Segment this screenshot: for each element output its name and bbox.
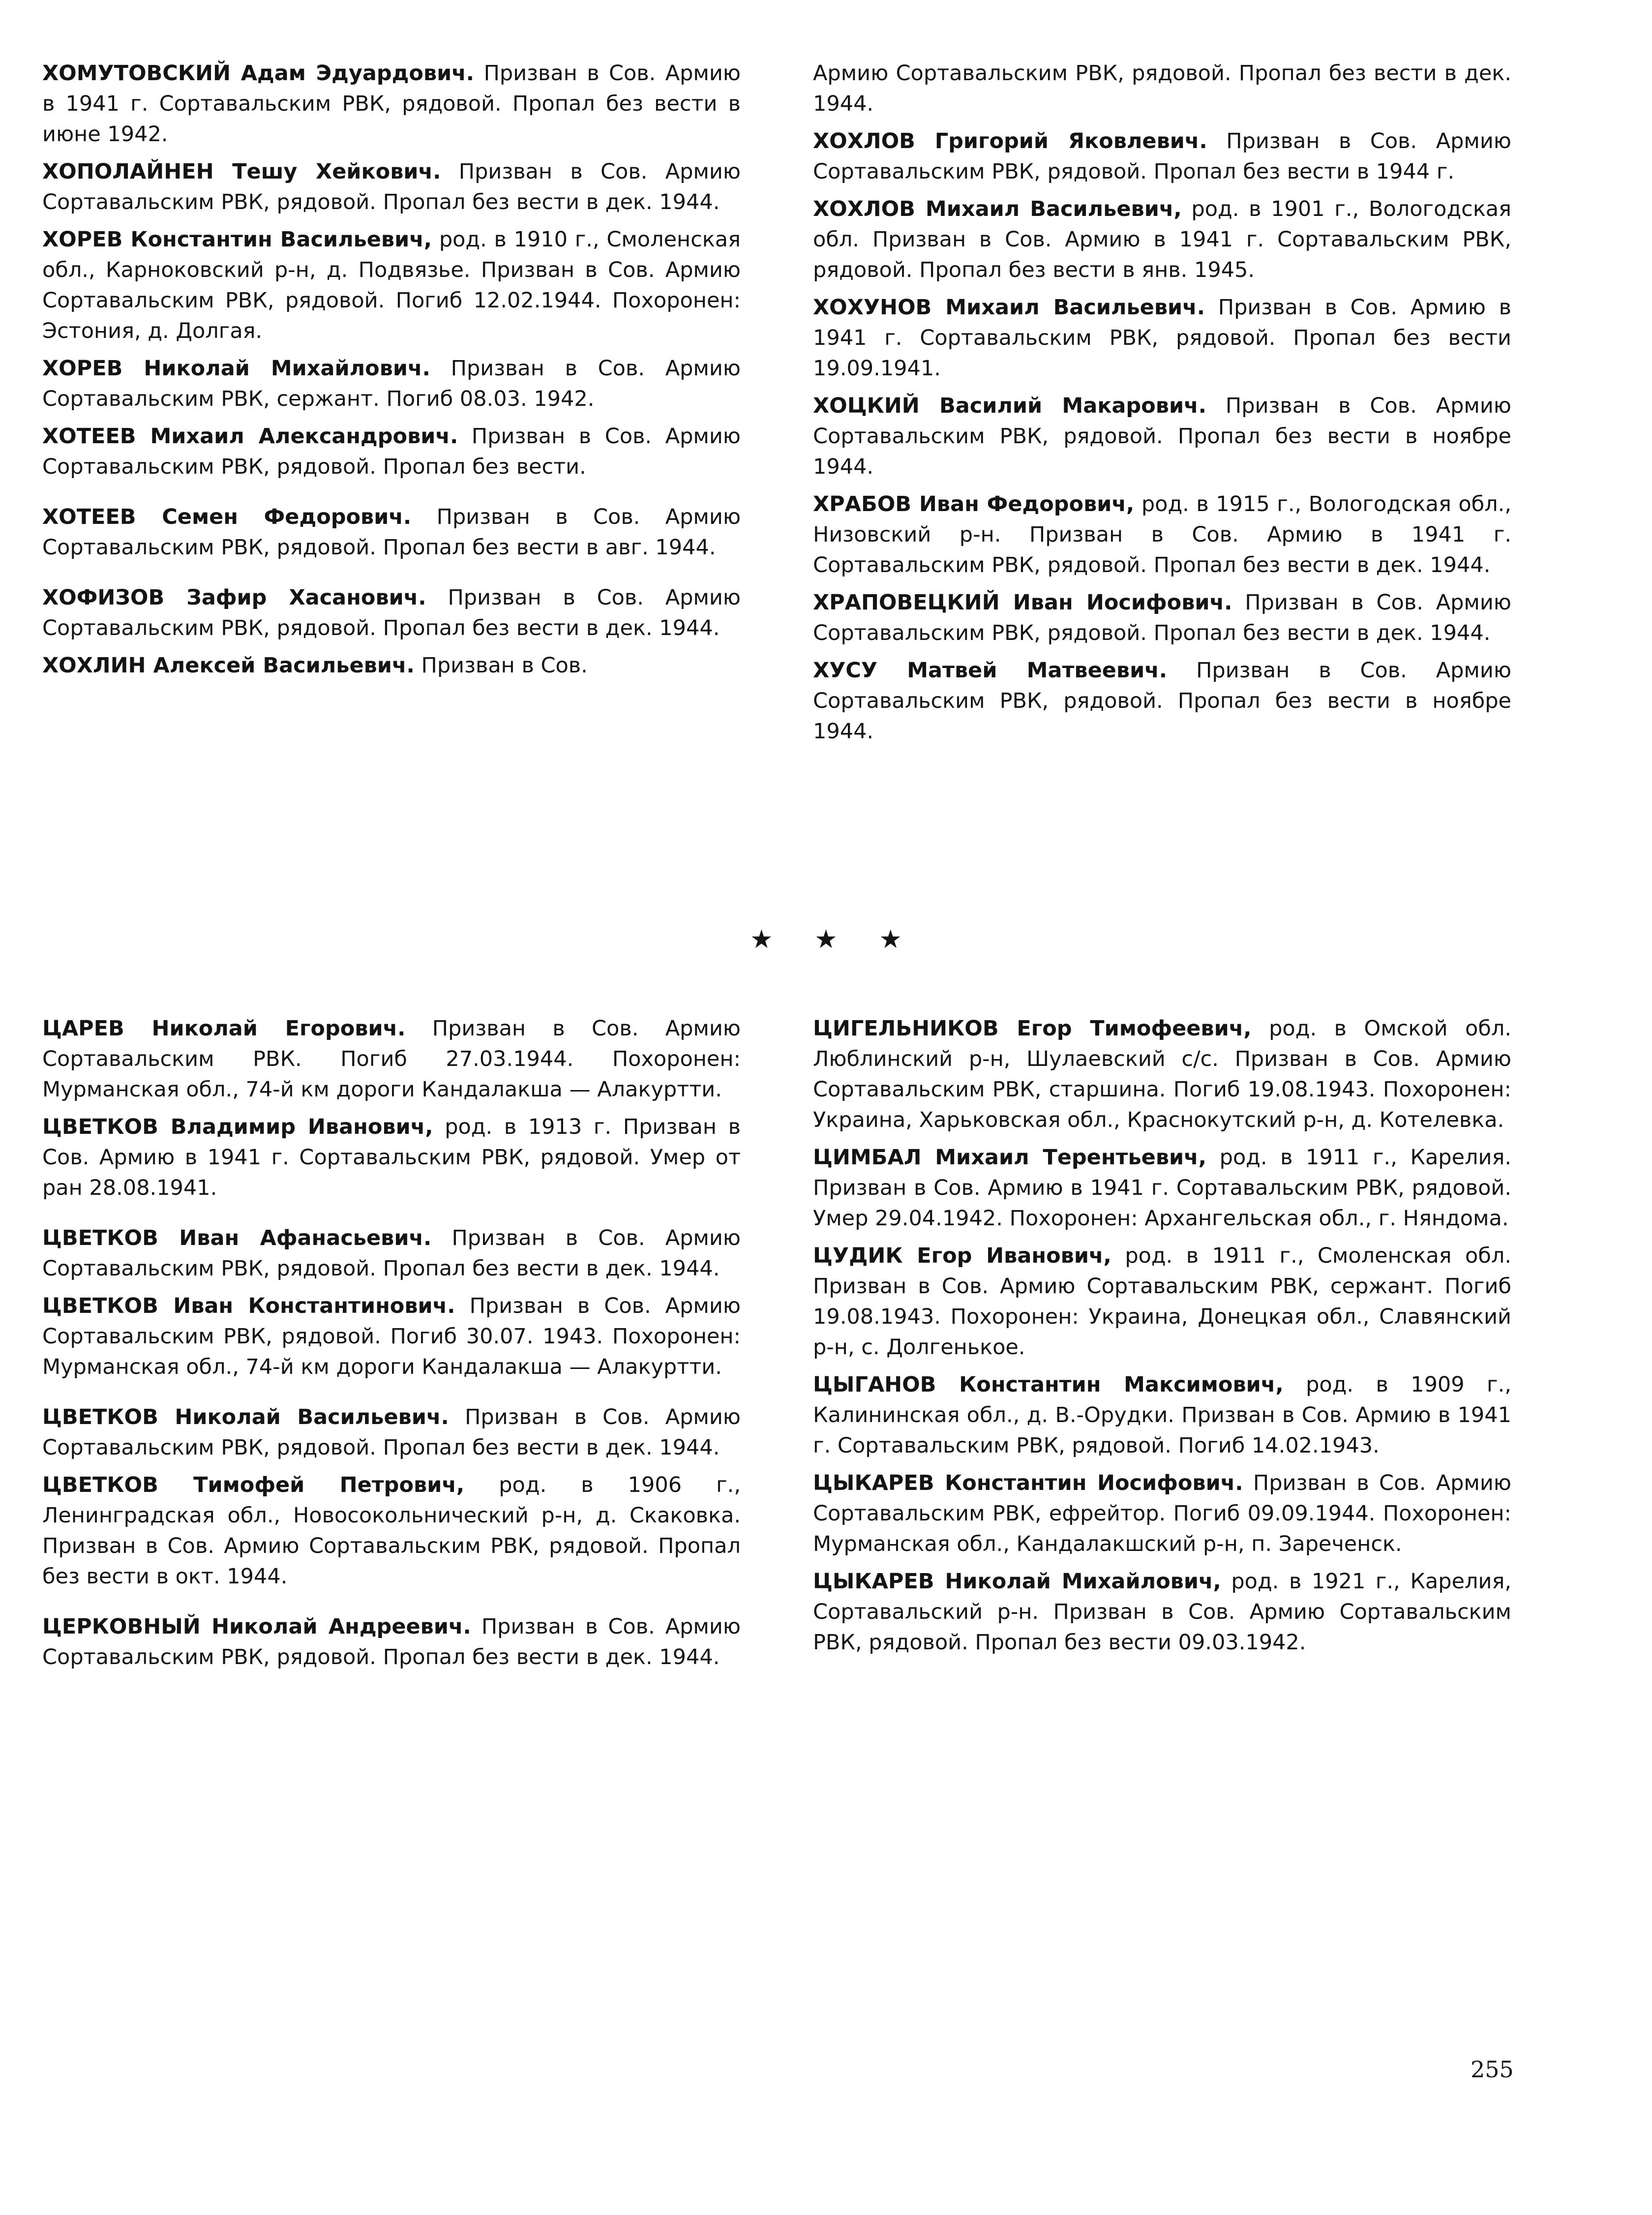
entry-text: род. в 1913 г. Призван в Сов. Армию в 1941 г. Сортавальским РВК, рядовой. Умер от ран 28.08.1941. (42, 1115, 741, 1200)
entry (813, 194, 1511, 285)
entry-name: ХРАПОВЕЦКИЙ Иван Иосифович. (813, 590, 1232, 615)
entry-name: ЦЕРКОВНЫЙ Николай Андреевич. (42, 1614, 471, 1639)
entry-text: Призван в Сов. Армию Сортавальским РВК, рядовой. Пропал без вести в дек. 1944. (42, 585, 741, 640)
entry-name: ЦВЕТКОВ Николай Васильевич. (42, 1405, 449, 1429)
entry (813, 1013, 1511, 1135)
entry-name: ЦИГЕЛЬНИКОВ Егор Тимофеевич, (813, 1016, 1252, 1041)
entry-name: ХОХЛИН Алексей Васильевич. (42, 653, 415, 678)
entry-text: Призван в Сов. Армию Сортавальским РВК, рядовой. Пропал без вести в ноябре 1944. (813, 658, 1512, 744)
column-top-left (42, 58, 741, 688)
entry (813, 1142, 1511, 1234)
column-bottom-left (42, 1013, 741, 1679)
entry-text: Призван в Сов. Армию Сортавальским РВК. Погиб 27.03.1944. Похоронен: Мурманская обл., 74-й км дороги Кандалакша — Алакуртти. (42, 1016, 741, 1102)
entry-text: Призван в Сов. Армию Сортавальским РВК, рядовой. Пропал без вести в дек. 1944. (813, 590, 1511, 645)
entry-name: ХОРЕВ Николай Михайлович. (42, 356, 430, 381)
entry-name: ХОРЕВ Константин Васильевич, (42, 227, 432, 252)
entry-text: род. в 1911 г., Смоленская обл. Призван в Сов. Армию Сортавальским РВК, сержант. Погиб 19.08.1943. Похоронен: Украина, Донецкая обл., Славянский р-н, с. Долгенькое. (813, 1244, 1511, 1360)
entry-name: ХОХУНОВ Михаил Васильевич. (813, 295, 1205, 320)
entry-name: ХОХЛОВ Михаил Васильевич, (813, 197, 1182, 221)
entry (42, 502, 741, 563)
entry (813, 655, 1511, 747)
entry-text: род. в 1911 г., Карелия. Призван в Сов. Армию в 1941 г. Сортавальским РВК, рядовой. Умер 29.04.1942. Похоронен: Архангельская обл., г. Няндома. (813, 1145, 1512, 1231)
entry (42, 224, 741, 346)
entry-text: Призван в Сов. Армию Сортавальским РВК, рядовой. Пропал без вести. (42, 424, 741, 479)
entry-text: Призван в Сов. Армию Сортавальским РВК, рядовой. Пропал без вести в дек. 1944. (42, 1405, 741, 1460)
entry-text: род. в 1921 г., Карелия, Сортавальский р-н. Призван в Сов. Армию Сортавальским РВК, рядовой. Пропал без вести 09.03.1942. (813, 1569, 1511, 1655)
entry-text: Призван в Сов. Армию Сортавальским РВК, ефрейтор. Погиб 09.09.1944. Похоронен: Мурманская обл., Кандалакшский р-н, п. Зареченск. (813, 1471, 1511, 1556)
entry (42, 1223, 741, 1284)
entry-text: Армию Сортавальским РВК, рядовой. Пропал без вести в дек. 1944. (813, 61, 1511, 116)
entry-text: Призван в Сов. (421, 653, 588, 678)
entry-text: род. в 1915 г., Вологодская обл., Низовский р-н. Призван в Сов. Армию в 1941 г. Сортавальским РВК, рядовой. Пропал без вести в дек. 1944. (813, 492, 1512, 577)
entry-text: род. в 1906 г., Ленинградская обл., Новосокольнический р-н, д. Скаковка. Призван в Сов. Армию Сортавальским РВК, рядовой. Пропал без вести в окт. 1944. (42, 1473, 741, 1589)
entry (813, 292, 1511, 384)
entry (42, 1470, 741, 1592)
entry-name: ХУСУ Матвей Матвеевич. (813, 658, 1168, 683)
entry-text: Призван в Сов. Армию в 1941 г. Сортавальским РВК, рядовой. Пропал без вести 19.09.1941. (813, 295, 1512, 381)
entry (813, 587, 1511, 648)
entry-name: ЦВЕТКОВ Тимофей Петрович, (42, 1473, 465, 1497)
entry-name: ЦЫКАРЕВ Константин Иосифович. (813, 1471, 1243, 1495)
entry-name: ХОМУТОВСКИЙ Адам Эдуардович. (42, 61, 475, 86)
entry-text: род. в 1909 г., Калининская обл., д. В.-Орудки. Призван в Сов. Армию в 1941 г. Сортавальским РВК, рядовой. Погиб 14.02.1943. (813, 1372, 1511, 1458)
page-number: 255 (1471, 2056, 1514, 2083)
entry-name: ХОЦКИЙ Василий Макарович. (813, 394, 1206, 418)
entry-text: Призван в Сов. Армию Сортавальским РВК, рядовой. Пропал без вести в 1944 г. (813, 129, 1511, 184)
entry (813, 1566, 1511, 1658)
entry-name: ЦВЕТКОВ Владимир Иванович, (42, 1115, 433, 1139)
entry-text: род. в Омской обл. Люблинский р-н, Шулаевский с/с. Призван в Сов. Армию Сортавальским РВК, старшина. Погиб 19.08.1943. Похоронен: Украина, Харьковская обл., Краснокутский р-н, д. Котелевка. (813, 1016, 1511, 1132)
entry-name: ХРАБОВ Иван Федорович, (813, 492, 1135, 516)
entry (42, 1013, 741, 1105)
entry (42, 1402, 741, 1463)
entry-name: ЦИМБАЛ Михаил Терентьевич, (813, 1145, 1207, 1170)
entry-name: ЦВЕТКОВ Иван Константинович. (42, 1294, 455, 1318)
entry-text: Призван в Сов. Армию Сортавальским РВК, рядовой. Пропал без вести в дек. 1944. (42, 1226, 741, 1281)
entry (813, 126, 1511, 187)
entry-name: ХОПОЛАЙНЕН Тешу Хейкович. (42, 159, 441, 184)
entry-text: Призван в Сов. Армию Сортавальским РВК, сержант. Погиб 08.03. 1942. (42, 356, 741, 411)
entry-text: род. в 1910 г., Смоленская обл., Карноковский р-н, д. Подвязье. Призван в Сов. Армию Сортавальским РВК, рядовой. Погиб 12.02.1944. Похоронен: Эстония, д. Долгая. (42, 227, 741, 343)
entry (42, 58, 741, 150)
entry (42, 582, 741, 643)
entry (42, 1291, 741, 1382)
entry-name: ЦУДИК Егор Иванович, (813, 1244, 1111, 1268)
entry (42, 650, 741, 681)
entry-name: ХОХЛОВ Григорий Яковлевич. (813, 129, 1207, 153)
entry (42, 353, 741, 414)
entry-text: Призван в Сов. Армию Сортавальским РВК, рядовой. Погиб 30.07. 1943. Похоронен: Мурманская обл., 74-й км дороги Кандалакша — Алакуртти. (42, 1294, 741, 1379)
entry (42, 1112, 741, 1203)
entry-name: ЦАРЕВ Николай Егорович. (42, 1016, 406, 1041)
entry (42, 1611, 741, 1672)
entry-text: Призван в Сов. Армию Сортавальским РВК, рядовой. Пропал без вести в авг. 1944. (42, 505, 741, 560)
entry-name: ХОТЕЕВ Семен Федорович. (42, 505, 412, 529)
entry-text: Призван в Сов. Армию Сортавальским РВК, рядовой. Пропал без вести в дек. 1944. (42, 1614, 741, 1669)
entry (813, 58, 1511, 119)
entry-name: ХОТЕЕВ Михаил Александрович. (42, 424, 458, 449)
entry-name: ЦЫКАРЕВ Николай Михайлович, (813, 1569, 1221, 1594)
entry (813, 391, 1511, 482)
entry-name: ЦЫГАНОВ Константин Максимович, (813, 1372, 1284, 1397)
entry (42, 156, 741, 217)
entry-name: ХОФИЗОВ Зафир Хасанович. (42, 585, 426, 610)
entry-name: ЦВЕТКОВ Иван Афанасьевич. (42, 1226, 432, 1250)
entry (813, 1241, 1511, 1363)
entry-text: Призван в Сов. Армию Сортавальским РВК, рядовой. Пропал без вести в дек. 1944. (42, 159, 741, 214)
entry-text: Призван в Сов. Армию в 1941 г. Сортавальским РВК, рядовой. Пропал без вести в июне 1942. (42, 61, 741, 147)
column-bottom-right (813, 1013, 1511, 1665)
entry-text: род. в 1901 г., Вологодская обл. Призван в Сов. Армию в 1941 г. Сортавальским РВК, рядовой. Пропал без вести в янв. 1945. (813, 197, 1512, 282)
entry (42, 421, 741, 482)
entry (813, 1468, 1511, 1559)
entry-text: Призван в Сов. Армию Сортавальским РВК, рядовой. Пропал без вести в ноябре 1944. (813, 394, 1512, 479)
entry (813, 489, 1511, 580)
section-separator: ★ ★ ★ (750, 925, 919, 954)
entry (813, 1369, 1511, 1461)
column-top-right (813, 58, 1511, 754)
